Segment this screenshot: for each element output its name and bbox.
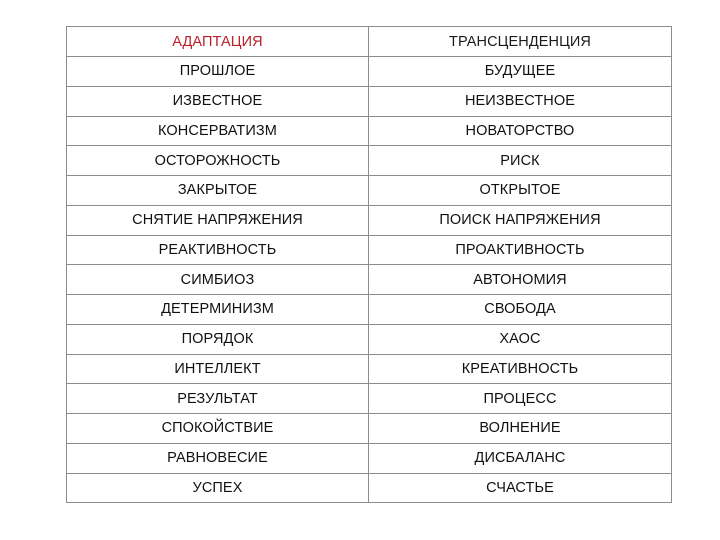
table-row xyxy=(67,354,672,384)
cell-transcendence: КРЕАТИВНОСТЬ xyxy=(369,354,672,384)
cell-adaptation: ИНТЕЛЛЕКТ xyxy=(67,354,369,384)
cell-transcendence: СЧАСТЬЕ xyxy=(369,473,672,503)
table-row xyxy=(67,146,672,176)
table-row xyxy=(67,384,672,414)
table-header-row xyxy=(67,27,672,57)
cell-transcendence: ПОИСК НАПРЯЖЕНИЯ xyxy=(369,205,672,235)
cell-adaptation: СИМБИОЗ xyxy=(67,265,369,295)
cell-adaptation: ИЗВЕСТНОЕ xyxy=(67,86,369,116)
table-row xyxy=(67,473,672,503)
cell-transcendence: ВОЛНЕНИЕ xyxy=(369,414,672,444)
table-row xyxy=(67,176,672,206)
table-row xyxy=(67,205,672,235)
cell-transcendence: РИСК xyxy=(369,146,672,176)
header-adaptation: АДАПТАЦИЯ xyxy=(67,27,369,57)
table-row xyxy=(67,116,672,146)
table-row xyxy=(67,235,672,265)
cell-transcendence: ОТКРЫТОЕ xyxy=(369,176,672,206)
cell-transcendence: ПРОЦЕСС xyxy=(369,384,672,414)
table-row xyxy=(67,86,672,116)
cell-adaptation: РЕЗУЛЬТАТ xyxy=(67,384,369,414)
cell-transcendence: СВОБОДА xyxy=(369,295,672,325)
cell-adaptation: РАВНОВЕСИЕ xyxy=(67,443,369,473)
cell-adaptation: СНЯТИЕ НАПРЯЖЕНИЯ xyxy=(67,205,369,235)
table-row xyxy=(67,295,672,325)
cell-transcendence: БУДУЩЕЕ xyxy=(369,57,672,87)
cell-adaptation: РЕАКТИВНОСТЬ xyxy=(67,235,369,265)
header-transcendence: ТРАНСЦЕНДЕНЦИЯ xyxy=(369,27,672,57)
table-row xyxy=(67,443,672,473)
comparison-table xyxy=(66,26,672,503)
cell-adaptation: ОСТОРОЖНОСТЬ xyxy=(67,146,369,176)
cell-transcendence: НОВАТОРСТВО xyxy=(369,116,672,146)
cell-adaptation: ЗАКРЫТОЕ xyxy=(67,176,369,206)
cell-adaptation: ПОРЯДОК xyxy=(67,324,369,354)
cell-transcendence: ХАОС xyxy=(369,324,672,354)
table-row xyxy=(67,414,672,444)
cell-transcendence: АВТОНОМИЯ xyxy=(369,265,672,295)
table-row xyxy=(67,324,672,354)
table-row xyxy=(67,57,672,87)
cell-transcendence: ДИСБАЛАНС xyxy=(369,443,672,473)
cell-transcendence: НЕИЗВЕСТНОЕ xyxy=(369,86,672,116)
cell-adaptation: КОНСЕРВАТИЗМ xyxy=(67,116,369,146)
cell-adaptation: ПРОШЛОЕ xyxy=(67,57,369,87)
cell-transcendence: ПРОАКТИВНОСТЬ xyxy=(369,235,672,265)
cell-adaptation: УСПЕХ xyxy=(67,473,369,503)
table-row xyxy=(67,265,672,295)
cell-adaptation: СПОКОЙСТВИЕ xyxy=(67,414,369,444)
cell-adaptation: ДЕТЕРМИНИЗМ xyxy=(67,295,369,325)
